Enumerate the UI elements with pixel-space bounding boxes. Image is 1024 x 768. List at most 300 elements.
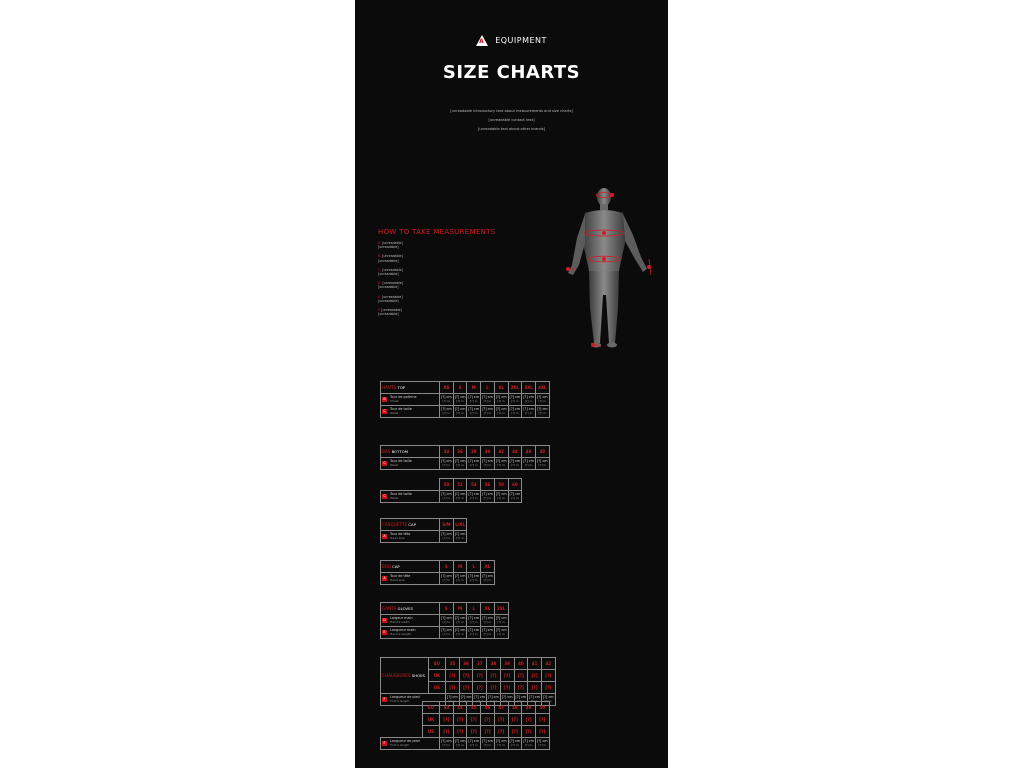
intro-paragraph-3: [unreadable text about other brands] (477, 127, 546, 132)
table-cell (467, 615, 481, 627)
table-bob (380, 560, 495, 585)
shoe-size-row (381, 658, 556, 670)
value-cm: [?] cm (441, 738, 452, 743)
value-cm: [?] cm (509, 406, 521, 411)
page-title: SIZE CHARTS (442, 62, 581, 83)
value-in: [?] in (442, 398, 451, 403)
table-row (381, 615, 509, 627)
brand-wordmark: EQUIPMENT (495, 36, 547, 45)
value-cm: [?] cm (509, 738, 521, 743)
measure-code: B (383, 397, 386, 401)
value-cm: [?] cm (501, 694, 513, 699)
size-label: S (440, 561, 454, 573)
table-cell (467, 491, 481, 503)
measure-label (381, 458, 440, 470)
value-in: [?] in (483, 577, 492, 582)
measurement-guide (378, 228, 518, 321)
value-in: [?] in (456, 577, 464, 582)
size-label: 41 (528, 658, 542, 670)
size-label: [?] (467, 714, 481, 726)
measure-name-fr: Largeur main (390, 615, 413, 620)
size-label: 48 (508, 702, 522, 714)
size-label: [?] (459, 670, 473, 682)
value-cm: [?] cm (523, 394, 534, 399)
value-in: [?] in (442, 535, 451, 540)
size-label: [?] (508, 714, 522, 726)
value-cm: [?] cm (542, 694, 554, 699)
measure-name (390, 460, 412, 468)
table-cell (481, 573, 495, 585)
value-cm: [?] cm (468, 458, 480, 463)
value-in: [?] in (469, 410, 478, 415)
size-label: 49 (522, 702, 536, 714)
measure-name-fr: Tour de taille (390, 406, 412, 411)
size-label: [?] (467, 726, 481, 738)
size-label: 36 (453, 446, 467, 458)
size-label: [?] (459, 682, 473, 694)
value-in: [?] in (456, 742, 464, 747)
size-label: 37 (473, 658, 487, 670)
measure-name (390, 575, 410, 583)
table-cell (453, 738, 467, 750)
value-in: [?] in (497, 462, 505, 467)
value-in: [?] in (483, 631, 492, 636)
size-label: 40 (514, 658, 528, 670)
step-text-fr: [unreadable] (381, 308, 402, 313)
value-in: [?] in (469, 742, 478, 747)
table-cell (440, 406, 454, 418)
size-label: [?] (522, 726, 536, 738)
value-in: [?] in (538, 410, 547, 415)
value-in: [?] in (456, 398, 464, 403)
brand-logo (355, 30, 668, 49)
value-cm: [?] cm (468, 394, 480, 399)
value-in: [?] in (456, 495, 464, 500)
value-cm: [?] cm (536, 458, 548, 463)
value-cm: [?] cm (441, 573, 452, 578)
table-cell (508, 491, 522, 503)
table-cell (440, 531, 454, 543)
size-label: 35 (446, 658, 460, 670)
value-cm: [?] cm (454, 491, 466, 496)
table-cell (494, 491, 508, 503)
size-label: 42 (541, 658, 555, 670)
size-system-label: UK (423, 714, 440, 726)
shoe-size-row (381, 702, 550, 714)
value-in: [?] in (497, 619, 505, 624)
measure-name-en: Hand's width (390, 619, 410, 624)
value-in: [?] in (538, 398, 547, 403)
table-cell (440, 491, 454, 503)
value-cm: [?] cm (515, 694, 527, 699)
size-label: [?] (528, 682, 542, 694)
value-cm: [?] cm (495, 627, 507, 632)
size-label: 46 (522, 446, 536, 458)
intro-paragraph-2: [unreadable contact text] (488, 118, 535, 123)
table-cell (508, 394, 522, 406)
table-cell (467, 738, 481, 750)
step-text-fr: [unreadable] (382, 254, 403, 259)
value-cm: [?] cm (482, 573, 493, 578)
value-cm: [?] cm (468, 573, 480, 578)
step-text-fr: [unreadable] (382, 241, 403, 245)
table-cell (522, 394, 536, 406)
category-fr: BAS (382, 448, 391, 454)
size-header-row (381, 561, 495, 573)
value-in: [?] in (469, 631, 478, 636)
size-label: M (453, 603, 467, 615)
table-category (381, 382, 440, 394)
measure-name (390, 396, 417, 404)
size-label: 60 (508, 479, 522, 491)
measure-label (381, 615, 440, 627)
measurement-step (378, 241, 518, 249)
value-in: [?] in (497, 631, 505, 636)
step-text-en: [unreadable] (378, 245, 399, 250)
table-cell (467, 458, 481, 470)
table-category (381, 446, 440, 458)
intro-paragraph-1: [unreadable introductory text about measurements and size charts] (450, 109, 573, 113)
measure-name (390, 408, 412, 416)
table-cell (440, 738, 454, 750)
size-label: XL (494, 382, 508, 394)
step-text-en: [unreadable] (378, 272, 399, 277)
value-cm: [?] cm (509, 394, 521, 399)
size-label: 58 (494, 479, 508, 491)
size-label: [?] (453, 714, 467, 726)
size-label: 40 (481, 446, 495, 458)
size-label: 34 (440, 446, 454, 458)
category-en: SHOES (410, 672, 425, 678)
value-in: [?] in (517, 698, 525, 703)
table-cell (535, 458, 549, 470)
value-cm: [?] cm (536, 738, 548, 743)
value-cm: [?] cm (495, 491, 507, 496)
category-fr: CASQUETTE (382, 521, 408, 527)
size-label: [?] (481, 726, 495, 738)
step-letter: A. (378, 241, 383, 245)
table-cell (453, 615, 467, 627)
table-cell (494, 627, 508, 639)
category-en: GLOVES (396, 605, 413, 611)
table-cell (481, 406, 495, 418)
value-cm: [?] cm (441, 627, 452, 632)
value-in: [?] in (442, 462, 451, 467)
size-label: 52 (453, 479, 467, 491)
size-label: 4XL (535, 382, 549, 394)
size-label: L/XL (453, 519, 467, 531)
table-cell (508, 406, 522, 418)
value-in: [?] in (483, 742, 492, 747)
table-category (381, 561, 440, 573)
size-label: [?] (481, 714, 495, 726)
measurement-step (378, 254, 518, 262)
table-cell (494, 458, 508, 470)
table-cell (467, 573, 481, 585)
value-in: [?] in (497, 742, 505, 747)
measure-label (381, 491, 440, 503)
step-text-en: [unreadable] (378, 258, 399, 263)
measure-name (390, 533, 410, 541)
measurement-guide-heading: HOW TO TAKE MEASUREMENTS (378, 228, 496, 236)
size-label: [?] (500, 682, 514, 694)
measure-code: F (383, 741, 386, 745)
value-cm: [?] cm (536, 406, 548, 411)
value-in: [?] in (483, 619, 492, 624)
value-in: [?] in (489, 698, 498, 703)
table-cell (535, 406, 549, 418)
size-label: [?] (473, 682, 487, 694)
value-in: [?] in (462, 698, 470, 703)
table-cell (481, 394, 495, 406)
table-tops (380, 381, 550, 418)
table-cell (467, 406, 481, 418)
measure-name (390, 629, 416, 637)
size-label: M (467, 382, 481, 394)
size-header-row (381, 382, 550, 394)
size-label: XL (481, 603, 495, 615)
size-label: [?] (440, 726, 454, 738)
table-cell (440, 615, 454, 627)
table-cell (481, 615, 495, 627)
size-label: 47 (494, 702, 508, 714)
value-in: [?] in (511, 462, 519, 467)
size-label: [?] (494, 726, 508, 738)
brand-badge-icon: A (476, 35, 488, 46)
size-label: [?] (487, 682, 501, 694)
value-cm: [?] cm (523, 458, 534, 463)
table-cell (522, 406, 536, 418)
measure-name-fr: Tour de taille (390, 491, 412, 496)
value-in: [?] in (483, 398, 492, 403)
measure-name-fr: Tour de tête (390, 531, 411, 536)
value-cm: [?] cm (495, 738, 507, 743)
value-cm: [?] cm (441, 394, 452, 399)
table-row (381, 531, 467, 543)
measure-name (390, 740, 420, 748)
measure-label (381, 573, 440, 585)
value-cm: [?] cm (454, 458, 466, 463)
category-en: CAP (390, 563, 400, 569)
measure-name-en: Chest (390, 398, 399, 403)
step-letter: D. (378, 281, 383, 286)
table-cell (440, 458, 454, 470)
value-in: [?] in (524, 410, 533, 415)
value-cm: [?] cm (468, 406, 480, 411)
table-cell (508, 738, 522, 750)
category-en: CAP (407, 521, 416, 527)
table-category (381, 519, 440, 531)
size-label: 44 (453, 702, 467, 714)
category-en: BOTTOM (390, 448, 408, 454)
measure-code: F (383, 697, 386, 701)
step-letter: F. (378, 308, 382, 313)
step-text-fr: [unreadable] (382, 267, 403, 272)
table-cell (467, 394, 481, 406)
value-cm: [?] cm (482, 458, 493, 463)
table-row (381, 406, 550, 418)
value-in: [?] in (456, 462, 464, 467)
value-in: [?] in (456, 410, 464, 415)
value-in: [?] in (530, 698, 539, 703)
table-cell (481, 738, 495, 750)
table-cell (440, 627, 454, 639)
size-label: M (453, 561, 467, 573)
category-fr: BOB (382, 563, 391, 569)
category-en: TOP (396, 384, 406, 390)
step-text-en: [unreadable] (378, 312, 399, 317)
measure-label (381, 738, 440, 750)
table-gants (380, 602, 509, 639)
size-label: 50 (440, 479, 454, 491)
value-cm: [?] cm (495, 406, 507, 411)
size-label: XS (440, 382, 454, 394)
measure-name-en: Waist (390, 462, 399, 467)
measure-code: A (383, 576, 386, 580)
step-letter: B. (378, 254, 383, 259)
measure-name-en: Foot's length (390, 742, 410, 747)
value-cm: [?] cm (441, 406, 452, 411)
value-in: [?] in (503, 698, 511, 703)
table-row (381, 627, 509, 639)
size-label: 56 (481, 479, 495, 491)
value-in: [?] in (442, 619, 451, 624)
measurement-step (378, 281, 518, 289)
size-label: [?] (494, 714, 508, 726)
size-header-row (381, 479, 522, 491)
table-cell (453, 406, 467, 418)
measure-name-en: Hand's length (390, 631, 411, 636)
value-in: [?] in (544, 698, 553, 703)
size-label: 45 (467, 702, 481, 714)
size-header-row (381, 603, 509, 615)
table-cell (453, 627, 467, 639)
value-cm: [?] cm (454, 394, 466, 399)
size-chart-sheet (355, 0, 668, 768)
size-label: [?] (440, 714, 454, 726)
size-label: 42 (494, 446, 508, 458)
measure-name-fr: Longueur de pied (390, 738, 420, 743)
measure-name-en: Head size (390, 535, 405, 540)
value-in: [?] in (469, 495, 478, 500)
value-in: [?] in (469, 462, 478, 467)
value-in: [?] in (442, 742, 451, 747)
size-label: [?] (453, 726, 467, 738)
value-in: [?] in (442, 495, 451, 500)
category-fr: GANTS (382, 605, 397, 611)
table-cell (481, 491, 495, 503)
size-system-label: EU (429, 658, 446, 670)
value-in: [?] in (497, 410, 505, 415)
value-cm: [?] cm (468, 491, 480, 496)
size-label: [?] (535, 714, 549, 726)
value-cm: [?] cm (474, 694, 486, 699)
measurement-step (378, 295, 518, 303)
intro-text (389, 109, 634, 137)
measure-name-fr: Tour de tête (390, 573, 411, 578)
value-cm: [?] cm (468, 738, 480, 743)
step-letter: C. (378, 267, 383, 272)
size-label: 43 (440, 702, 454, 714)
value-in: [?] in (483, 410, 492, 415)
value-cm: [?] cm (523, 406, 534, 411)
value-cm: [?] cm (482, 738, 493, 743)
table-cell (467, 627, 481, 639)
size-label: 54 (467, 479, 481, 491)
step-text-fr: [unreadable] (382, 294, 403, 299)
value-cm: [?] cm (454, 531, 466, 536)
measure-name-fr: Tour de poitrine (390, 394, 417, 399)
measure-name-en: Head size (390, 577, 405, 582)
table-chaussures-1 (380, 657, 556, 706)
size-label: [?] (514, 682, 528, 694)
size-label: L (467, 561, 481, 573)
value-cm: [?] cm (460, 694, 472, 699)
measure-label (381, 531, 440, 543)
size-label: L (481, 382, 495, 394)
value-in: [?] in (475, 698, 484, 703)
value-in: [?] in (448, 698, 457, 703)
value-cm: [?] cm (468, 615, 480, 620)
size-header-row (381, 519, 467, 531)
size-label: [?] (446, 682, 460, 694)
value-cm: [?] cm (482, 627, 493, 632)
value-cm: [?] cm (509, 491, 521, 496)
value-in: [?] in (538, 462, 547, 467)
table-spacer (381, 479, 440, 491)
value-cm: [?] cm (441, 458, 452, 463)
table-cell (494, 615, 508, 627)
table-cell (453, 458, 467, 470)
value-cm: [?] cm (454, 615, 466, 620)
size-label: [?] (541, 682, 555, 694)
table-cell (494, 738, 508, 750)
measurement-step (378, 268, 518, 276)
table-cell (508, 458, 522, 470)
size-label: 2XL (494, 603, 508, 615)
size-label: 38 (487, 658, 501, 670)
value-in: [?] in (524, 462, 533, 467)
value-in: [?] in (497, 495, 505, 500)
measure-label (381, 627, 440, 639)
size-label: 38 (467, 446, 481, 458)
measure-code: C (383, 494, 386, 498)
value-in: [?] in (538, 742, 547, 747)
measure-label (381, 406, 440, 418)
value-in: [?] in (511, 742, 519, 747)
value-cm: [?] cm (488, 694, 499, 699)
value-cm: [?] cm (441, 531, 452, 536)
size-system-label: UK (429, 670, 446, 682)
value-cm: [?] cm (495, 394, 507, 399)
value-cm: [?] cm (482, 615, 493, 620)
value-in: [?] in (483, 462, 492, 467)
size-header-row (381, 446, 550, 458)
size-system-label: EU (423, 702, 440, 714)
value-cm: [?] cm (495, 458, 507, 463)
table-cell (453, 573, 467, 585)
size-label: [?] (500, 670, 514, 682)
step-letter: E. (378, 294, 383, 299)
value-cm: [?] cm (468, 627, 480, 632)
measure-code: E (383, 630, 386, 634)
table-bottoms-2 (380, 478, 522, 503)
size-label: [?] (514, 670, 528, 682)
table-cell (453, 394, 467, 406)
value-in: [?] in (497, 398, 505, 403)
table-chaussures-2 (380, 698, 550, 750)
measure-name-fr: Longueur de pied (390, 694, 420, 699)
